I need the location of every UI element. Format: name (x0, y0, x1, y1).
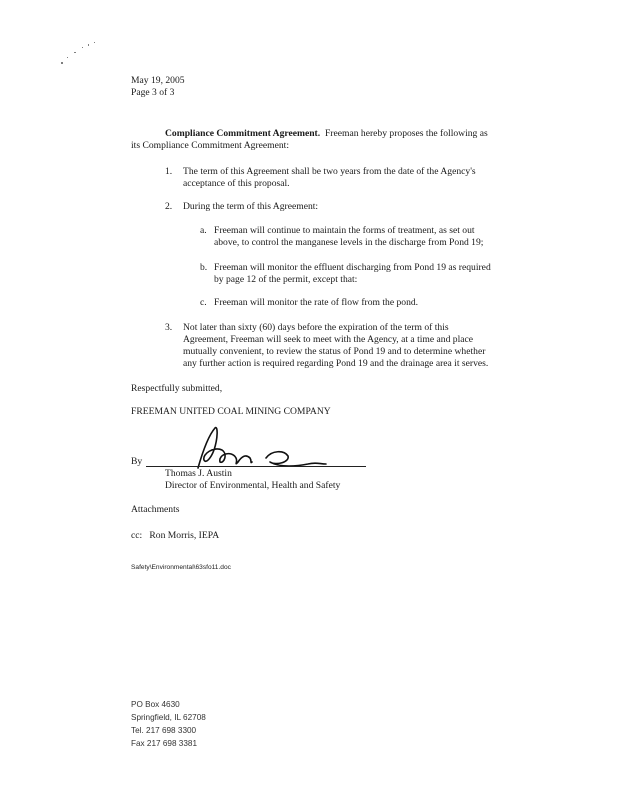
by-label: By (131, 456, 143, 467)
signer-name: Thomas J. Austin (165, 468, 232, 479)
footer-city: Springfield, IL 62708 (131, 713, 206, 722)
item-2-line: During the term of this Agreement: (183, 201, 319, 212)
commitment-intro-line1: Freeman hereby proposes the following as (324, 128, 488, 139)
subitem-letter: b. (200, 262, 208, 273)
item-3-line: mutually convenient, to review the status of Pond 19 and to determine whether (183, 346, 486, 357)
cc-line: cc: Ron Morris, IEPA (131, 530, 220, 541)
footer-tel: Tel. 217 698 3300 (131, 726, 197, 735)
signature-line (146, 466, 366, 467)
item-3-line: any further action is required regarding Pond 19 and the drainage area it serves. (183, 358, 489, 369)
file-path: Safety\Environmental\63sfo11.doc (131, 564, 231, 571)
item-number: 1. (165, 166, 173, 177)
subitem-b-line: Freeman will monitor the effluent discharging from Pond 19 as required (214, 262, 491, 273)
item-3-line: Agreement, Freeman will seek to meet with the Agency, at a time and place (183, 334, 474, 345)
attachments-label: Attachments (131, 504, 180, 515)
item-1-line: The term of this Agreement shall be two years from the date of the Agency's (183, 166, 476, 177)
subitem-c-line: Freeman will monitor the rate of flow from the pond. (214, 297, 419, 308)
letter-date: May 19, 2005 (131, 75, 185, 86)
subitem-a-line: above, to control the manganese levels in the discharge from Pond 19; (214, 237, 484, 248)
commitment-intro-line2: its Compliance Commitment Agreement: (131, 140, 290, 151)
commitment-intro (165, 128, 488, 141)
footer-fax: Fax 217 698 3381 (131, 739, 198, 748)
subitem-b-line: by page 12 of the permit, except that: (214, 274, 358, 285)
subitem-letter: a. (200, 225, 207, 236)
company-name: FREEMAN UNITED COAL MINING COMPANY (131, 406, 331, 417)
subitem-a-line: Freeman will continue to maintain the forms of treatment, as set out (214, 225, 475, 236)
commitment-heading: Compliance Commitment Agreement. (165, 128, 321, 139)
item-1-line: acceptance of this proposal. (183, 178, 290, 189)
salutation: Respectfully submitted, (131, 383, 223, 394)
item-number: 3. (165, 322, 173, 333)
page-number: Page 3 of 3 (131, 87, 175, 98)
subitem-letter: c. (200, 297, 207, 308)
item-3-line: Not later than sixty (60) days before the expiration of the term of this (183, 322, 449, 333)
signer-title: Director of Environmental, Health and Safety (165, 480, 341, 491)
item-number: 2. (165, 201, 173, 212)
footer-po-box: PO Box 4630 (131, 700, 180, 709)
